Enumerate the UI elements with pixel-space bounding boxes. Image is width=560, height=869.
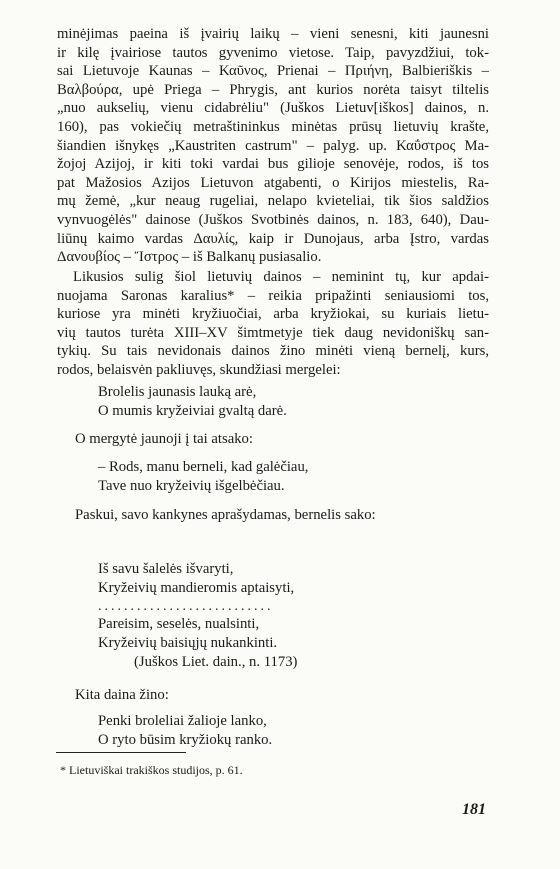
- line-paskui: [75, 506, 376, 525]
- verse-line: O mumis kryžeiviai gvaltą darė.: [98, 403, 287, 419]
- verse-line: O ryto būsim kryžiokų ranko.: [98, 732, 273, 748]
- verse-line: Kryžeivių mandieromis aptaisyti,: [98, 580, 295, 596]
- text-line: Δανουβίος – Ἴστρος – iš Balkanų pusiasalio.: [57, 249, 322, 266]
- verse-2: [98, 458, 308, 496]
- text-line: O mergytė jaunoji į tai atsako:: [75, 431, 253, 447]
- verse-line: Pareisim, seselės, nualsinti,: [98, 616, 260, 632]
- verse-line: – Rods, manu berneli, kad galėčiau,: [98, 459, 309, 475]
- text-line: žojoj Azijoj, ir kiti toki vardai bus gilioje senovėje, rodos, iš tos: [57, 156, 489, 173]
- footnote: * Lietuviškai trakiškos studijos, p. 61.: [60, 763, 243, 777]
- text-line: Kita daina žino:: [75, 687, 169, 703]
- text-line: minėjimas paeina iš įvairių laikų – vieni senesni, kiti jaunesni: [57, 26, 489, 42]
- text-line: ir kilę įvairiose tautos gyvenimo vietose. Taip, pavyzdžiui, tok-: [57, 44, 489, 61]
- line-kita: [75, 686, 169, 705]
- footnote-rule: [56, 752, 186, 753]
- text-line: vių tautos turėta XIII–XV šimtmetyje tiek daug nevidoniškų san-: [57, 324, 489, 341]
- text-line: vynvuogėlės" dainose (Juškos Svotbinės dainos, n. 183, 640), Dau-: [57, 211, 489, 228]
- text-line: tykių. Su tais nevidonais dainos žino minėti vieną bernelį, kurs,: [57, 343, 489, 360]
- text-line: kuriose yra minėti kryžiuočiai, arba kryžiokai, su kuriais lietu-: [57, 306, 489, 323]
- paragraph-1: [57, 25, 489, 267]
- verse-4: [98, 615, 297, 672]
- verse-line: Tave nuo kryžeivių išgelbėčiau.: [98, 478, 285, 494]
- text-line: Likusios sulig šiol lietuvių dainos – neminint tų, kur apdai-: [73, 269, 489, 285]
- citation: (Juškos Liet. dain., n. 1173): [134, 654, 298, 670]
- text-line: sai Lietuvoje Kaunas – Καῦνος, Prienai – Πριήνη, Balbieriškis –: [57, 63, 489, 80]
- text-line: „nuo aukselių, vienu cidabrėliu" (Juškos Lietuv[iškos] dainos, n.: [57, 100, 489, 117]
- verse-3: [98, 560, 294, 598]
- ellipsis-dots: ...........................: [98, 599, 274, 614]
- text-line: nuojama Saronas karalius* – reikia pripažinti seniausiomi tos,: [57, 287, 489, 304]
- text-line: šiandien išnykęs „Kaustriten castrum" – palyg. up. Καΰστρος Ma-: [57, 137, 489, 154]
- text-line: Βαλβούρα, upė Priega – Phrygis, ant kurios norėta taisyt tiltelis: [57, 81, 489, 98]
- verse-line: Kryžeivių baisiųjų nukankinti.: [98, 635, 278, 651]
- text-line: liūnų kaimo vardas Δαυλίς, kaip ir Dunojaus, arba Įstro, vardas: [57, 230, 489, 247]
- text-line: rodos, belaisvėn pakliuvęs, skundžiasi mergelei:: [57, 361, 341, 378]
- paragraph-2: [57, 268, 489, 380]
- page-number: 181: [462, 801, 486, 818]
- verse-line: Brolelis jaunasis lauką arė,: [98, 384, 257, 400]
- text-line: Paskui, savo kankynes aprašydamas, bernelis sako:: [75, 507, 376, 523]
- text-line: 160), pas vokiečių metraštininkus minėtas prūsų lietuvių krašte,: [57, 118, 489, 135]
- text-line: mų žemė, „kur neaug rugeliai, nelapo kvieteliai, tik šios saldžios: [57, 193, 489, 210]
- line-answer: [75, 430, 253, 449]
- verse-1: [98, 383, 287, 421]
- verse-5: [98, 712, 272, 750]
- verse-line: Iš savu šalelės išvaryti,: [98, 561, 234, 577]
- verse-line: Penki broleliai žalioje lanko,: [98, 713, 267, 729]
- text-line: pat Mažosios Azijos Lietuvon atgabenti, o Kirijos miestelis, Ra-: [57, 174, 489, 191]
